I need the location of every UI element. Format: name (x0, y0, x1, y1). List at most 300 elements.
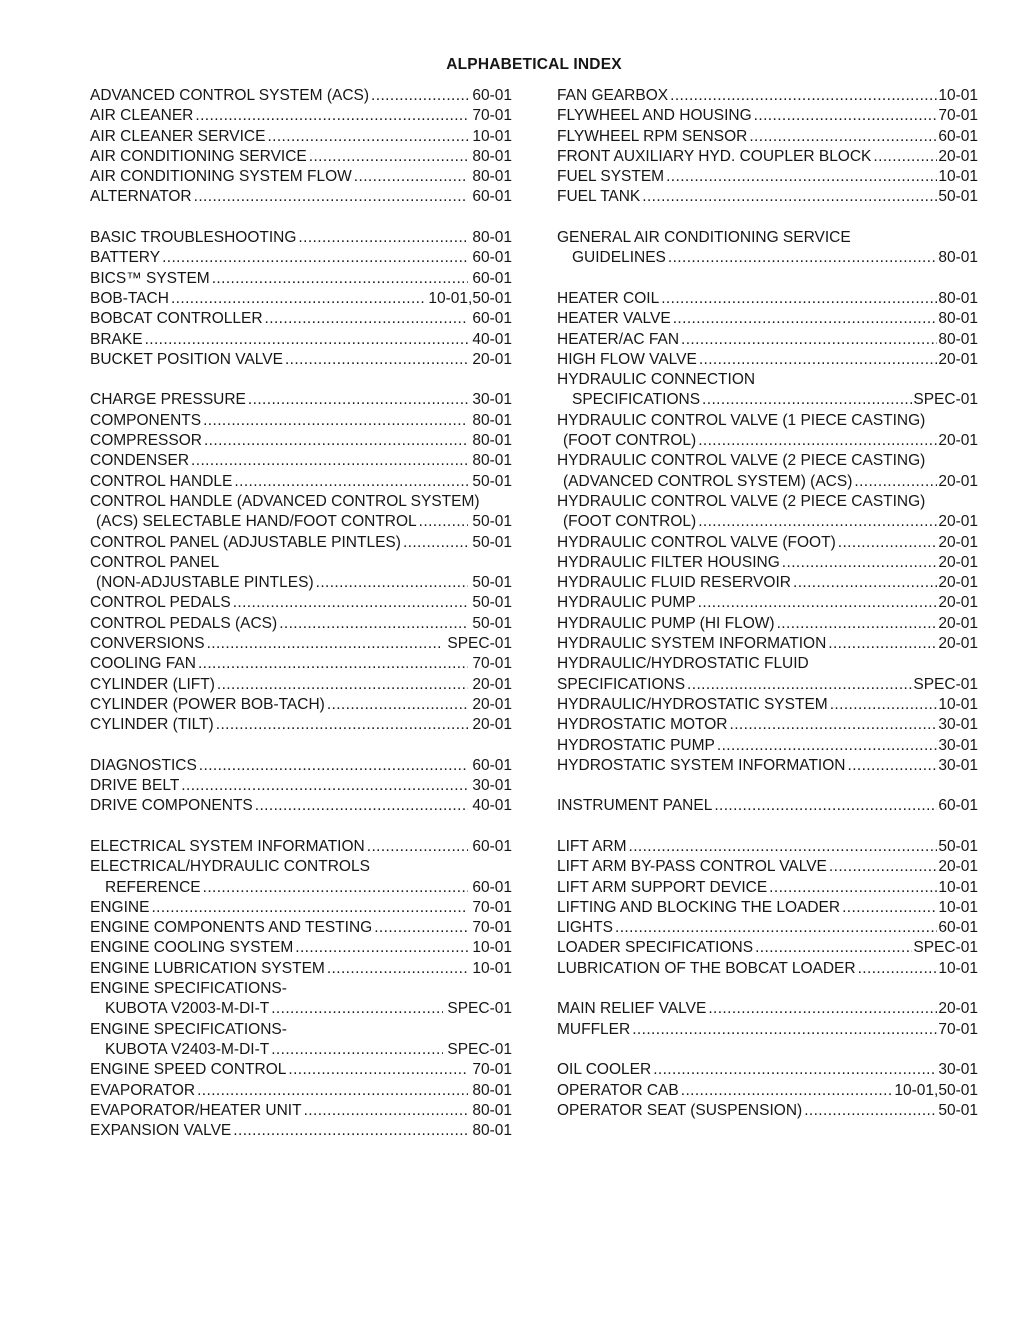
dot-leader (212, 269, 469, 289)
entry-page-ref: 10-01,50-01 (894, 1081, 978, 1099)
entry-title: DRIVE COMPONENTS (90, 797, 253, 815)
entry-page-ref: 60-01 (938, 127, 978, 145)
entry-title: COMPRESSOR (90, 432, 202, 450)
dot-leader (858, 959, 938, 979)
entry-page-ref: 50-01 (938, 1101, 978, 1119)
dot-leader (873, 147, 937, 167)
dot-leader (295, 938, 468, 958)
entry-page-ref: 60-01 (472, 87, 512, 104)
index-entry (90, 350, 512, 370)
dot-leader (367, 837, 469, 857)
entry-page-ref: 10-01 (938, 898, 978, 916)
dot-leader (271, 999, 443, 1019)
entry-page-ref: 80-01 (472, 229, 512, 247)
dot-leader (847, 756, 937, 776)
section-gap (557, 979, 978, 999)
dot-leader (285, 350, 468, 370)
entry-title: GENERAL AIR CONDITIONING SERVICE (557, 229, 851, 247)
index-entry (90, 147, 512, 167)
dot-leader (804, 1101, 937, 1121)
entry-title: CONTROL PEDALS (90, 594, 231, 612)
entry-title: HYDROSTATIC PUMP (557, 736, 715, 754)
dot-leader (195, 106, 468, 126)
entry-page-ref: 60-01 (472, 269, 512, 287)
entry-page-ref: 70-01 (472, 1061, 512, 1079)
entry-page-ref: 70-01 (938, 107, 978, 125)
index-entry (90, 431, 512, 451)
entry-title: BATTERY (90, 249, 161, 267)
dot-leader (204, 431, 468, 451)
dot-leader (207, 634, 444, 654)
entry-page-ref: 80-01 (472, 1122, 512, 1140)
index-entry (557, 675, 978, 695)
entry-page-ref: 50-01 (938, 837, 978, 855)
dot-leader (782, 553, 938, 573)
index-entry (557, 796, 978, 816)
dot-leader (234, 472, 468, 492)
entry-title: DRIVE BELT (90, 777, 180, 795)
index-entry (90, 1040, 512, 1060)
index-entry (557, 1020, 978, 1040)
dot-leader (233, 1121, 468, 1141)
index-entry (90, 512, 512, 532)
dot-leader (419, 512, 469, 532)
entry-page-ref: 80-01 (938, 289, 978, 307)
entry-title: HYDRAULIC SYSTEM INFORMATION (557, 635, 827, 653)
entry-title: FLYWHEEL RPM SENSOR (557, 127, 748, 145)
index-entry (557, 370, 978, 390)
entry-title: INSTRUMENT PANEL (557, 797, 713, 815)
entry-page-ref: 60-01 (472, 837, 512, 855)
entry-title: HYDRAULIC CONTROL VALVE (2 PIECE CASTING) (557, 492, 926, 510)
entry-page-ref: 30-01 (938, 736, 978, 754)
entry-page-ref: SPEC-01 (913, 391, 978, 409)
entry-page-ref: 70-01 (472, 655, 512, 673)
entry-page-ref: 40-01 (472, 330, 512, 348)
entry-title: ENGINE SPECIFICATIONS- (90, 1020, 287, 1038)
index-entry (90, 86, 512, 106)
dot-leader (271, 1040, 443, 1060)
entry-title: ELECTRICAL/HYDRAULIC CONTROLS (90, 858, 370, 876)
entry-page-ref: 50-01 (472, 594, 512, 612)
dot-leader (199, 756, 469, 776)
entry-title: HYDRAULIC FLUID RESERVOIR (557, 574, 791, 592)
section-gap (557, 1040, 978, 1060)
dot-leader (403, 533, 468, 553)
section-gap (557, 208, 978, 228)
entry-title: LIFT ARM (557, 837, 627, 855)
dot-leader (265, 309, 469, 329)
dot-leader (673, 309, 938, 329)
entry-page-ref: 30-01 (472, 777, 512, 795)
dot-leader (217, 675, 468, 695)
index-entry (557, 106, 978, 126)
section-gap (557, 776, 978, 796)
entry-title: CONDENSER (90, 452, 190, 470)
entry-page-ref: 60-01 (472, 249, 512, 267)
dot-leader (754, 106, 938, 126)
entry-title: HIGH FLOW VALVE (557, 350, 697, 368)
entry-page-ref: 30-01 (938, 1061, 978, 1079)
dot-leader (730, 715, 938, 735)
entry-title: HYDRAULIC CONTROL VALVE (1 PIECE CASTING) (557, 411, 926, 429)
index-entry (90, 289, 512, 309)
index-entry (557, 492, 978, 512)
index-entry (90, 269, 512, 289)
index-entry (557, 573, 978, 593)
index-entry (90, 228, 512, 248)
index-entry (90, 959, 512, 979)
section-gap (557, 269, 978, 289)
entry-page-ref: SPEC-01 (913, 939, 978, 957)
section-gap (90, 817, 512, 837)
dot-leader (316, 573, 469, 593)
entry-page-ref: SPEC-01 (913, 675, 978, 693)
entry-title: CYLINDER (LIFT) (90, 675, 215, 693)
entry-page-ref: 80-01 (472, 411, 512, 429)
entry-page-ref: 10-01 (472, 127, 512, 145)
dot-leader (666, 167, 937, 187)
dot-leader (708, 999, 937, 1019)
dot-leader (298, 228, 468, 248)
entry-page-ref: 20-01 (938, 472, 978, 490)
dot-leader (267, 127, 468, 147)
dot-leader (777, 614, 938, 634)
index-entry (90, 1101, 512, 1121)
entry-page-ref: 60-01 (938, 919, 978, 937)
dot-leader (687, 675, 912, 695)
section-gap (90, 736, 512, 756)
entry-title: AIR CLEANER SERVICE (90, 127, 266, 145)
entry-title: FRONT AUXILIARY HYD. COUPLER BLOCK (557, 147, 872, 165)
entry-title: LOADER SPECIFICATIONS (557, 939, 754, 957)
entry-title: ELECTRICAL SYSTEM INFORMATION (90, 837, 365, 855)
entry-page-ref: 10-01 (938, 168, 978, 186)
index-entry (90, 1121, 512, 1141)
index-entry (90, 167, 512, 187)
entry-page-ref: 30-01 (938, 716, 978, 734)
index-entry (90, 796, 512, 816)
entry-title: HEATER COIL (557, 289, 660, 307)
entry-title: (FOOT CONTROL) (563, 432, 697, 450)
entry-title: EVAPORATOR (90, 1081, 196, 1099)
entry-title: BOB-TACH (90, 289, 169, 307)
entry-title: (ACS) SELECTABLE HAND/FOOT CONTROL (96, 513, 417, 531)
entry-page-ref: 20-01 (938, 858, 978, 876)
index-entry (90, 1020, 512, 1040)
dot-leader (829, 857, 937, 877)
dot-leader (653, 1060, 937, 1080)
entry-page-ref: 80-01 (472, 1101, 512, 1119)
index-entry (557, 614, 978, 634)
dot-leader (371, 86, 468, 106)
entry-title: CONTROL PEDALS (ACS) (90, 614, 278, 632)
dot-leader (327, 695, 469, 715)
entry-page-ref: 30-01 (472, 391, 512, 409)
dot-leader (830, 695, 938, 715)
entry-page-ref: 50-01 (472, 574, 512, 592)
index-entry (90, 878, 512, 898)
entry-title: (FOOT CONTROL) (563, 513, 697, 531)
index-entry (90, 675, 512, 695)
entry-title: REFERENCE (105, 878, 201, 896)
index-entry (557, 634, 978, 654)
section-gap (557, 817, 978, 837)
index-entry (557, 837, 978, 857)
entry-title: BRAKE (90, 330, 143, 348)
index-entry (557, 654, 978, 674)
index-entry (90, 187, 512, 207)
entry-title: AIR CLEANER (90, 107, 194, 125)
dot-leader (668, 248, 937, 268)
entry-page-ref: 20-01 (472, 695, 512, 713)
entry-title: KUBOTA V2403-M-DI-T (105, 1040, 270, 1058)
entry-page-ref: 60-01 (472, 878, 512, 896)
entry-title: CYLINDER (TILT) (90, 716, 214, 734)
index-entry (557, 512, 978, 532)
entry-title: ENGINE SPECIFICATIONS- (90, 980, 287, 998)
entry-title: LIGHTS (557, 919, 613, 937)
entry-title: ENGINE COMPONENTS AND TESTING (90, 919, 373, 937)
index-entry (557, 756, 978, 776)
entry-title: HYDROSTATIC MOTOR (557, 716, 728, 734)
entry-title: ENGINE (90, 898, 150, 916)
entry-title: FUEL SYSTEM (557, 168, 665, 186)
dot-leader (255, 796, 469, 816)
index-entry (90, 127, 512, 147)
dot-leader (698, 593, 938, 613)
entry-page-ref: 20-01 (938, 147, 978, 165)
entry-title: ADVANCED CONTROL SYSTEM (ACS) (90, 87, 370, 104)
section-gap (90, 208, 512, 228)
dot-leader (304, 1101, 469, 1121)
entry-page-ref: 20-01 (472, 675, 512, 693)
entry-page-ref: 80-01 (472, 168, 512, 186)
index-entry (90, 533, 512, 553)
entry-title: LUBRICATION OF THE BOBCAT LOADER (557, 959, 856, 977)
dot-leader (755, 938, 912, 958)
index-entry (557, 938, 978, 958)
index-entry (90, 999, 512, 1019)
index-entry (557, 857, 978, 877)
dot-leader (327, 959, 469, 979)
entry-title: KUBOTA V2003-M-DI-T (105, 1000, 270, 1018)
entry-title: DIAGNOSTICS (90, 756, 197, 774)
entry-page-ref: 20-01 (938, 553, 978, 571)
entry-title: GUIDELINES (572, 249, 666, 267)
entry-title: HYDROSTATIC SYSTEM INFORMATION (557, 756, 846, 774)
index-entry (557, 289, 978, 309)
entry-title: MAIN RELIEF VALVE (557, 1000, 707, 1018)
entry-page-ref: 80-01 (938, 330, 978, 348)
index-entry (557, 350, 978, 370)
entry-page-ref: 80-01 (472, 432, 512, 450)
index-entry (557, 127, 978, 147)
index-entry (557, 330, 978, 350)
index-entry (90, 756, 512, 776)
entry-page-ref: 10-01 (938, 695, 978, 713)
dot-leader (699, 350, 938, 370)
entry-title: HYDRAULIC/HYDROSTATIC SYSTEM (557, 695, 828, 713)
dot-leader (279, 614, 468, 634)
entry-page-ref: 50-01 (938, 188, 978, 206)
entry-title: HEATER/AC FAN (557, 330, 680, 348)
entry-page-ref: 20-01 (938, 513, 978, 531)
dot-leader (171, 289, 424, 309)
entry-title: HYDRAULIC/HYDROSTATIC FLUID (557, 655, 809, 673)
entry-title: ENGINE COOLING SYSTEM (90, 939, 294, 957)
entry-page-ref: SPEC-01 (447, 635, 512, 653)
entry-page-ref: 20-01 (472, 716, 512, 734)
entry-page-ref: 50-01 (472, 513, 512, 531)
entry-page-ref: 70-01 (472, 919, 512, 937)
entry-title: LIFT ARM SUPPORT DEVICE (557, 878, 768, 896)
dot-leader (628, 837, 937, 857)
dot-leader (828, 634, 937, 654)
entry-title: HYDRAULIC CONTROL VALVE (FOOT) (557, 533, 836, 551)
index-column-left (90, 86, 512, 1141)
entry-title: LIFTING AND BLOCKING THE LOADER (557, 898, 841, 916)
index-entry (90, 837, 512, 857)
dot-leader (842, 898, 937, 918)
entry-page-ref: SPEC-01 (447, 1000, 512, 1018)
dot-leader (769, 878, 937, 898)
index-entry (90, 411, 512, 431)
entry-title: BOBCAT CONTROLLER (90, 310, 263, 328)
entry-title: CONVERSIONS (90, 635, 205, 653)
entry-title: EVAPORATOR/HEATER UNIT (90, 1101, 302, 1119)
dot-leader (288, 1060, 468, 1080)
entry-page-ref: 50-01 (472, 472, 512, 490)
entry-page-ref: 20-01 (938, 574, 978, 592)
dot-leader (194, 187, 469, 207)
dot-leader (642, 187, 937, 207)
index-entry (90, 492, 512, 512)
entry-page-ref: 50-01 (472, 533, 512, 551)
entry-page-ref: 30-01 (938, 756, 978, 774)
index-entry (90, 634, 512, 654)
entry-title: ENGINE SPEED CONTROL (90, 1061, 287, 1079)
page-title: ALPHABETICAL INDEX (446, 56, 622, 73)
entry-page-ref: 20-01 (938, 635, 978, 653)
entry-title: OPERATOR SEAT (SUSPENSION) (557, 1101, 803, 1119)
dot-leader (162, 248, 468, 268)
dot-leader (793, 573, 937, 593)
entry-title: HYDRAULIC CONNECTION (557, 371, 756, 389)
entry-title: COOLING FAN (90, 655, 196, 673)
dot-leader (248, 390, 468, 410)
dot-leader (233, 593, 469, 613)
entry-page-ref: 60-01 (472, 310, 512, 328)
entry-page-ref: 70-01 (472, 898, 512, 916)
entry-title: CONTROL PANEL (ADJUSTABLE PINTLES) (90, 533, 401, 551)
entry-page-ref: 10-01 (472, 959, 512, 977)
index-entry (557, 147, 978, 167)
entry-page-ref: 70-01 (472, 107, 512, 125)
section-gap (90, 370, 512, 390)
index-entry (90, 106, 512, 126)
entry-page-ref: 40-01 (472, 797, 512, 815)
entry-title: ENGINE LUBRICATION SYSTEM (90, 959, 325, 977)
entry-title: FLYWHEEL AND HOUSING (557, 107, 752, 125)
index-entry (557, 593, 978, 613)
entry-page-ref: 80-01 (938, 249, 978, 267)
index-entry (90, 553, 512, 573)
entry-title: MUFFLER (557, 1020, 631, 1038)
index-entry (90, 472, 512, 492)
index-entry (557, 309, 978, 329)
entry-page-ref: 80-01 (938, 310, 978, 328)
dot-leader (197, 1081, 468, 1101)
entry-title: HEATER VALVE (557, 310, 671, 328)
dot-leader (145, 330, 469, 350)
dot-leader (661, 289, 937, 309)
entry-title: AIR CONDITIONING SERVICE (90, 147, 307, 165)
entry-title: HYDRAULIC PUMP (557, 594, 696, 612)
index-entry (557, 167, 978, 187)
entry-title: BUCKET POSITION VALVE (90, 350, 283, 368)
entry-title: CONTROL HANDLE (ADVANCED CONTROL SYSTEM) (90, 492, 480, 510)
dot-leader (717, 736, 937, 756)
dot-leader (749, 127, 937, 147)
index-entry (557, 715, 978, 735)
index-entry (557, 1060, 978, 1080)
index-entry (557, 1081, 978, 1101)
index-entry (557, 695, 978, 715)
index-entry (90, 390, 512, 410)
index-entry (90, 248, 512, 268)
dot-leader (203, 411, 468, 431)
index-entry (557, 411, 978, 431)
entry-title: BICS™ SYSTEM (90, 269, 210, 287)
index-entry (90, 979, 512, 999)
index-entry (90, 309, 512, 329)
entry-title: LIFT ARM BY-PASS CONTROL VALVE (557, 858, 827, 876)
dot-leader (698, 431, 937, 451)
index-entry (90, 451, 512, 471)
dot-leader (615, 918, 937, 938)
index-entry (557, 878, 978, 898)
dot-leader (681, 1081, 894, 1101)
index-entry (557, 1101, 978, 1121)
index-entry (90, 898, 512, 918)
entry-page-ref: 20-01 (938, 614, 978, 632)
index-entry (90, 918, 512, 938)
entry-page-ref: 60-01 (472, 188, 512, 206)
entry-page-ref: 20-01 (938, 1000, 978, 1018)
entry-page-ref: 60-01 (472, 756, 512, 774)
index-entry (90, 1060, 512, 1080)
entry-page-ref: 10-01 (938, 878, 978, 896)
index-entry (557, 959, 978, 979)
dot-leader (203, 878, 469, 898)
dot-leader (714, 796, 937, 816)
entry-title: OIL COOLER (557, 1061, 652, 1079)
index-entry (557, 553, 978, 573)
index-entry (90, 857, 512, 877)
entry-page-ref: 70-01 (938, 1020, 978, 1038)
dot-leader (681, 330, 937, 350)
dot-leader (181, 776, 468, 796)
dot-leader (670, 86, 937, 106)
index-entry (557, 472, 978, 492)
entry-page-ref: 80-01 (472, 1081, 512, 1099)
entry-title: OPERATOR CAB (557, 1081, 679, 1099)
index-entry (90, 1081, 512, 1101)
index-entry (557, 451, 978, 471)
entry-page-ref: 20-01 (938, 533, 978, 551)
entry-title: COMPONENTS (90, 411, 202, 429)
